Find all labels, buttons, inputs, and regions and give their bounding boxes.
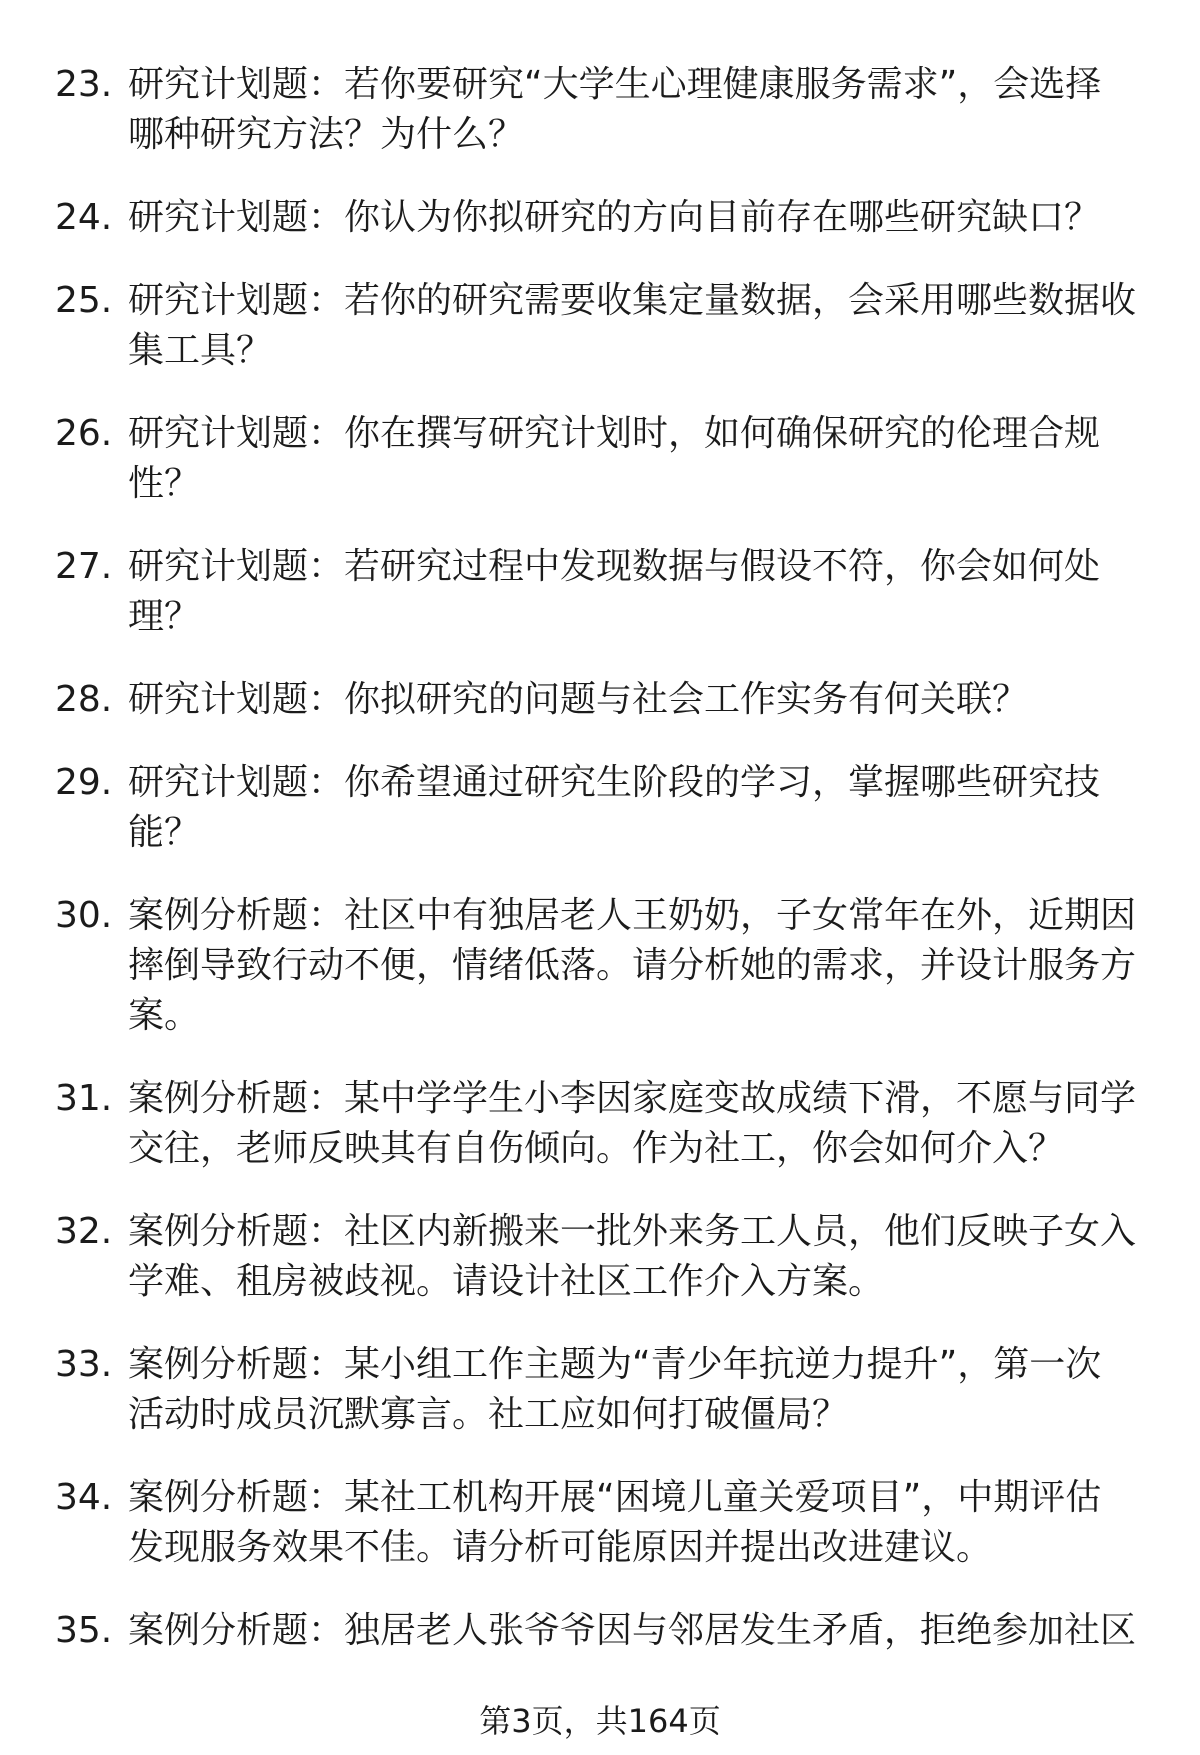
question-text (128, 193, 1148, 243)
question-text (128, 1207, 1148, 1307)
question-item-28 (0, 675, 1200, 725)
question-number: 23. (55, 64, 113, 105)
question-item-25 (0, 276, 1200, 376)
question-item-26 (0, 409, 1200, 509)
question-number: 33. (55, 1344, 113, 1385)
question-line: 研究计划题：若你的研究需要收集定量数据，会采用哪些数据收 (128, 280, 1137, 321)
question-line: 集工具？ (128, 330, 273, 371)
question-text (128, 1074, 1148, 1174)
question-item-23 (0, 60, 1200, 160)
question-item-32 (0, 1207, 1200, 1307)
question-line: 研究计划题：若研究过程中发现数据与假设不符，你会如何处 (128, 546, 1101, 587)
question-line: 研究计划题：你认为你拟研究的方向目前存在哪些研究缺口？ (128, 197, 1101, 238)
question-text (128, 542, 1148, 642)
question-line: 案例分析题：社区中有独居老人王奶奶，子女常年在外，近期因 (128, 895, 1137, 936)
question-text (128, 409, 1148, 509)
question-text (128, 60, 1148, 160)
question-line: 性？ (128, 463, 201, 504)
question-line: 学难、租房被歧视。请设计社区工作介入方案。 (128, 1261, 885, 1302)
question-line: 研究计划题：你希望通过研究生阶段的学习，掌握哪些研究技 (128, 762, 1101, 803)
question-number: 34. (55, 1477, 113, 1518)
question-text (128, 1473, 1148, 1573)
question-text (128, 1606, 1148, 1656)
question-line: 案例分析题：社区内新搬来一批外来务工人员，他们反映子女入 (128, 1211, 1137, 1252)
question-line: 摔倒导致行动不便，情绪低落。请分析她的需求，并设计服务方 (128, 945, 1137, 986)
question-line: 研究计划题：你在撰写研究计划时，如何确保研究的伦理合规 (128, 413, 1101, 454)
question-line: 活动时成员沉默寡言。社工应如何打破僵局？ (128, 1394, 849, 1435)
question-line: 交往，老师反映其有自伤倾向。作为社工，你会如何介入？ (128, 1128, 1065, 1169)
question-item-30 (0, 891, 1200, 1041)
question-line: 研究计划题：若你要研究“大学生心理健康服务需求”，会选择 (128, 64, 1102, 105)
question-line: 发现服务效果不佳。请分析可能原因并提出改进建议。 (128, 1527, 993, 1568)
question-line: 研究计划题：你拟研究的问题与社会工作实务有何关联？ (128, 679, 1029, 720)
question-number: 24. (55, 197, 113, 238)
question-line: 案例分析题：独居老人张爷爷因与邻居发生矛盾，拒绝参加社区 (128, 1610, 1137, 1651)
question-item-24 (0, 193, 1200, 243)
question-line: 案例分析题：某社工机构开展“困境儿童关爱项目”，中期评估 (128, 1477, 1102, 1518)
question-list (0, 60, 1200, 1656)
question-number: 27. (55, 546, 113, 587)
question-item-35 (0, 1606, 1200, 1656)
question-number: 30. (55, 895, 113, 936)
question-number: 35. (55, 1610, 113, 1651)
question-text (128, 675, 1148, 725)
question-number: 29. (55, 762, 113, 803)
question-text (128, 276, 1148, 376)
question-item-34 (0, 1473, 1200, 1573)
question-line: 理？ (128, 596, 201, 637)
question-number: 31. (55, 1078, 113, 1119)
question-item-29 (0, 758, 1200, 858)
question-line: 案。 (128, 995, 201, 1036)
question-text (128, 891, 1148, 1041)
question-line: 案例分析题：某中学学生小李因家庭变故成绩下滑，不愿与同学 (128, 1078, 1137, 1119)
question-number: 26. (55, 413, 113, 454)
question-line: 案例分析题：某小组工作主题为“青少年抗逆力提升”，第一次 (128, 1344, 1102, 1385)
question-item-31 (0, 1074, 1200, 1174)
question-item-33 (0, 1340, 1200, 1440)
question-number: 32. (55, 1211, 113, 1252)
question-number: 25. (55, 280, 113, 321)
question-item-27 (0, 542, 1200, 642)
question-number: 28. (55, 679, 113, 720)
question-text (128, 758, 1148, 858)
page-footer: 第3页，共164页 (479, 1702, 721, 1740)
question-line: 能？ (128, 812, 201, 853)
question-line: 哪种研究方法？为什么？ (128, 114, 525, 155)
question-text (128, 1340, 1148, 1440)
